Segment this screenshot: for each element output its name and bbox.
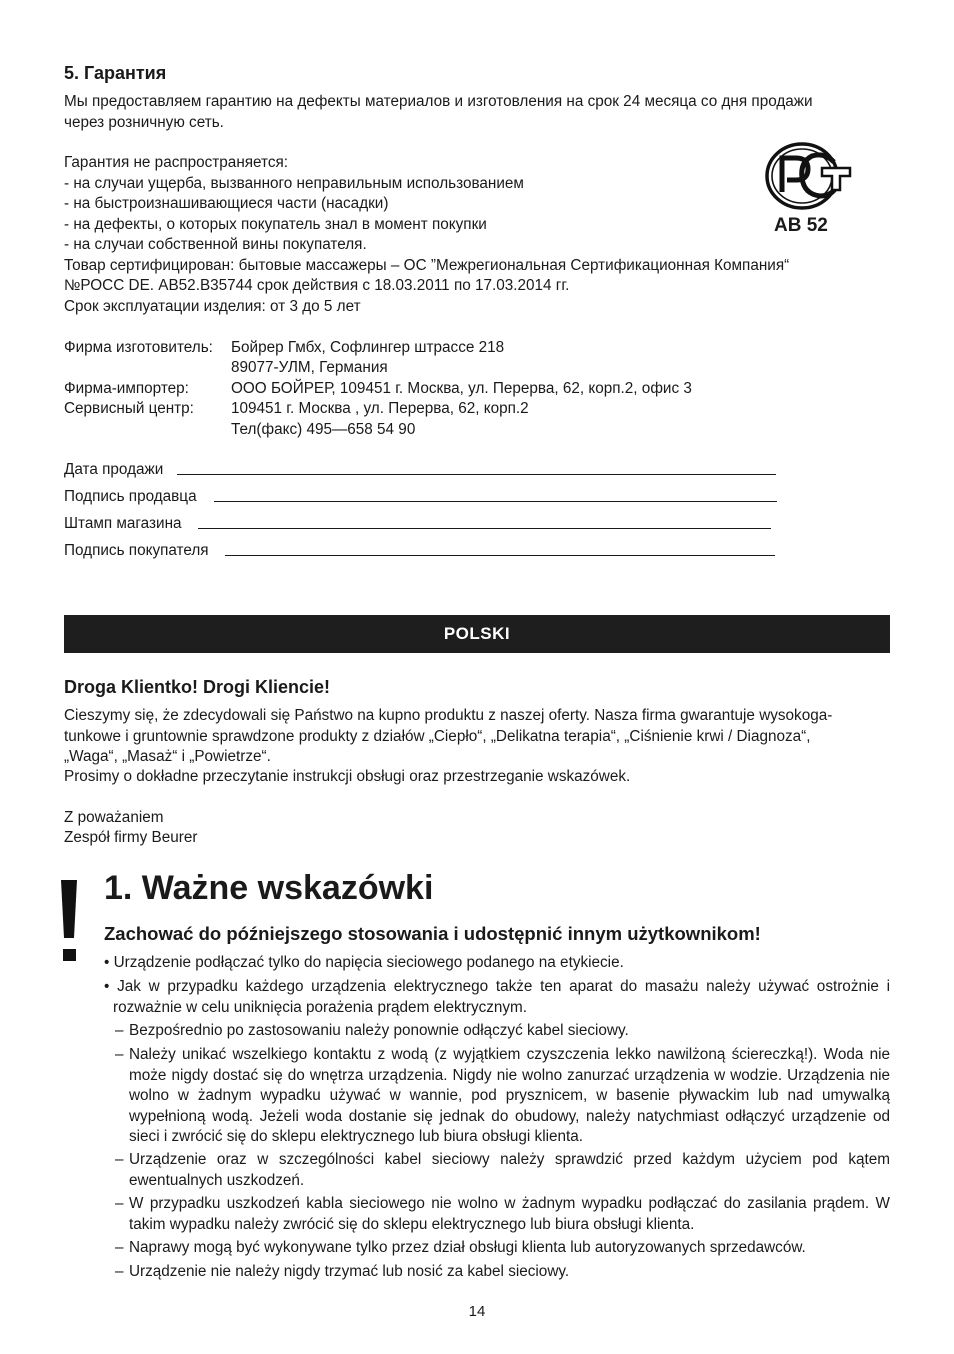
dash-item (115, 1045, 890, 1148)
polish-team: Zespół firmy Beurer (64, 829, 198, 846)
warranty-heading: 5. Гарантия (64, 63, 167, 83)
warranty-intro-line1: Мы предоставляем гарантию на дефекты материалов и изготовления на срок 24 месяца со дня продажи (64, 93, 813, 110)
dash-item (115, 1194, 890, 1235)
certification-line2: №РОСС DE. АВ52.В35744 срок действия с 18.03.2011 по 17.03.2014 гг. (64, 277, 570, 294)
importer-label: Фирма-импортер: (64, 380, 189, 397)
warranty-exclusion: - на дефекты, о которых покупатель знал в момент покупки (64, 216, 487, 233)
polish-intro-line2: tunkowe i gruntownie sprawdzone produkty z działów „Ciepło“, „Delikatna terapia“, „Ciśnienie krwi / Diagnoza“, (64, 728, 811, 745)
dash-mark: – (115, 1263, 124, 1280)
dash-mark: – (115, 1239, 124, 1256)
section-subheading: Zachować do późniejszego stosowania i udostępnić innym użytkownikom! (104, 923, 761, 944)
service-label: Сервисный центр: (64, 400, 194, 417)
seller-signature-line[interactable] (214, 501, 777, 502)
manufacturer-value: Бойрер Гмбх, Софлингер штрассе 218 (231, 339, 505, 356)
warranty-exclusion: - на случаи собственной вины покупателя. (64, 236, 367, 253)
dash-item (115, 1021, 890, 1042)
service-row (64, 399, 529, 420)
bullet-item: • Jak w przypadku każdego urządzenia elektrycznego także ten aparat do masażu należy używać ostrożnie i rozważnie w celu uniknięcia porażenia prądem elektrycznym. (104, 978, 890, 1016)
page-number: 14 (468, 1303, 486, 1320)
service-value: 109451 г. Москва , ул. Перерва, 62, корп.2 (231, 400, 529, 417)
store-stamp-line[interactable] (198, 528, 771, 529)
store-stamp-label: Штамп магазина (64, 515, 182, 532)
polish-intro-line4: Prosimy o dokładne przeczytanie instrukcji obsługi oraz przestrzeganie wskazówek. (64, 768, 631, 785)
warranty-exclusion: - на случаи ущерба, вызванного неправильным использованием (64, 175, 524, 192)
dash-item-text: Naprawy mogą być wykonywane tylko przez dział obsługi klienta lub autoryzowanych sprzedawców. (129, 1239, 806, 1256)
sale-date-label: Дата продажи (64, 461, 164, 478)
language-bar: POLSKI (64, 615, 890, 653)
warranty-intro-line2: через розничную сеть. (64, 114, 224, 131)
dash-mark: – (115, 1046, 124, 1063)
dash-item-text: Należy unikać wszelkiego kontaktu z wodą (z wyjątkiem czyszczenia lekko nawilżoną ściereczką!). Woda nie może nigdy dostać się do wnętrza urządzenia. Nigdy nie wolno zanurzać urządzenia w wodzie. Urządzenia nie wolno w żadnym wypadku używać w wannie, pod prysznicem, w basenie pływackim lub nad umywalką wypełnioną wodą. Jeżeli woda dostanie się jednak do obudowy, należy natychmiast odłączyć urządzenie od sieci i zwrócić się do sklepu elektrycznego lub biura obsługi klienta. (129, 1046, 890, 1145)
dash-item-text: Urządzenie nie należy nigdy trzymać lub nosić za kabel sieciowy. (129, 1263, 570, 1280)
manufacturer-address: 89077-УЛМ, Германия (231, 359, 388, 376)
bullet-item: • Urządzenie podłączać tylko do napięcia sieciowego podanego na etykiecie. (104, 954, 624, 971)
seller-signature-label: Подпись продавца (64, 488, 197, 505)
warranty-exclusion: - на быстроизнашивающиеся части (насадки) (64, 195, 389, 212)
polish-regards: Z poważaniem (64, 809, 164, 826)
rst-certification-mark-icon (762, 140, 854, 240)
buyer-signature-label: Подпись покупателя (64, 542, 209, 559)
dash-item (115, 1238, 890, 1259)
dash-mark: – (115, 1195, 124, 1212)
dash-mark: – (115, 1022, 124, 1039)
polish-greeting: Droga Klientko! Drogi Kliencie! (64, 677, 331, 697)
warranty-not-covered-title: Гарантия не распространяется: (64, 154, 289, 171)
dash-item-text: Urządzenie oraz w szczególności kabel sieciowy należy sprawdzić przed każdym użyciem pod kątem ewentualnych uszkodzeń. (129, 1151, 890, 1189)
dash-item (115, 1150, 890, 1191)
dash-item (115, 1262, 890, 1283)
buyer-signature-line[interactable] (225, 555, 775, 556)
polish-intro-line3: „Waga“, „Masaż“ i „Powietrze“. (64, 748, 271, 765)
dash-item-text: W przypadku uszkodzeń kabla sieciowego nie wolno w żadnym wypadku podłączać do zasilania prądem. W takim wypadku należy zwrócić się do sklepu elektrycznego lub biura obsługi klienta. (129, 1195, 890, 1233)
importer-row (64, 379, 692, 400)
dash-item-text: Bezpośrednio po zastosowaniu należy ponownie odłączyć kabel sieciowy. (129, 1022, 629, 1039)
service-phone: Тел(факс) 495—658 54 90 (231, 421, 416, 438)
certification-code: AB 52 (774, 215, 828, 236)
warning-exclamation-icon (60, 880, 80, 962)
importer-value: ООО БОЙРЕР, 109451 г. Москва, ул. Перерва, 62, корп.2, офис 3 (231, 380, 692, 397)
manufacturer-label: Фирма изготовитель: (64, 339, 213, 356)
service-lifetime: Срок эксплуатации изделия: от 3 до 5 лет (64, 298, 361, 315)
sale-date-line[interactable] (177, 474, 776, 475)
section-title: 1. Ważne wskazówki (104, 869, 434, 907)
certification-line1: Товар сертифицирован: бытовые массажеры – ОС ”Межрегиональная Сертификационная Компания“ (64, 257, 790, 274)
manufacturer-row (64, 338, 504, 359)
dash-mark: – (115, 1151, 124, 1168)
polish-intro-line1: Cieszymy się, że zdecydowali się Państwo na kupno produktu z naszej oferty. Nasza firma gwarantuje wysokoga- (64, 707, 833, 724)
